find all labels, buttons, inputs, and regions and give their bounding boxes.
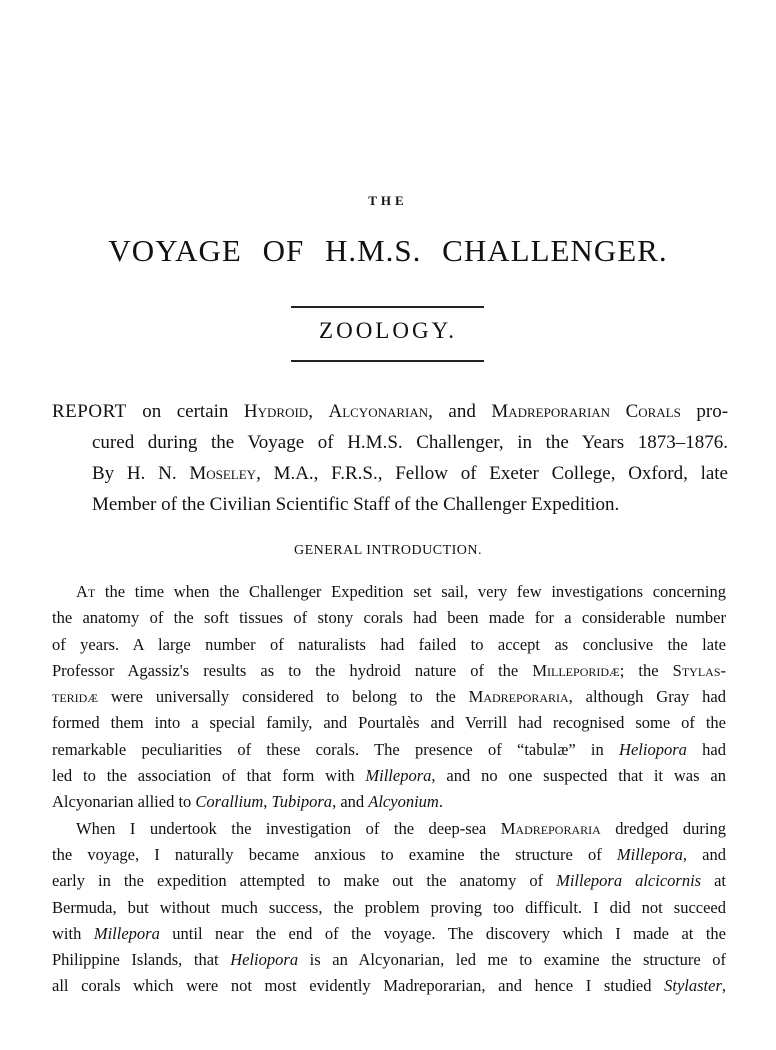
text-run: , xyxy=(263,792,272,812)
italic-term: Heliopora xyxy=(230,950,299,970)
small-caps-term: Madreporaria xyxy=(500,818,601,838)
small-caps-term: teridæ xyxy=(52,687,98,707)
text-line xyxy=(52,632,726,658)
text-run: were universally considered to belong to the xyxy=(98,687,469,707)
small-caps-term: Hydroid xyxy=(243,401,309,422)
italic-term: Millepora xyxy=(616,844,683,864)
italic-term: Millepora xyxy=(365,766,432,786)
small-caps-term: Moseley xyxy=(189,463,257,484)
text-line xyxy=(52,684,726,710)
text-run: Bermuda, but without much success, the problem proving too difficult. I did not succeed xyxy=(52,897,726,917)
text-run: , and xyxy=(332,792,369,812)
text-line xyxy=(52,947,726,973)
text-line xyxy=(52,868,726,894)
italic-term: Stylaster xyxy=(664,976,722,996)
text-run: the voyage, I naturally became anxious to examine the structure of xyxy=(52,844,617,864)
text-line xyxy=(52,895,726,921)
text-run: When I undertook the investigation of the deep-sea xyxy=(76,818,501,838)
text-run: Philippine Islands, that xyxy=(52,950,231,970)
text-run: dredged during xyxy=(600,818,726,838)
report-line xyxy=(52,489,728,520)
italic-term: Alcyonium xyxy=(368,792,439,812)
small-caps-term: Milleporidæ xyxy=(532,660,620,680)
divider-bottom xyxy=(291,360,484,362)
text-line xyxy=(52,658,726,684)
paragraph xyxy=(52,579,726,816)
report-line xyxy=(52,396,728,427)
section-heading: GENERAL INTRODUCTION. xyxy=(293,543,483,558)
text-run: ; the xyxy=(619,660,673,680)
italic-term: Heliopora xyxy=(619,739,687,759)
paragraph xyxy=(52,816,726,1000)
text-run: on certain xyxy=(126,401,244,422)
text-run: with xyxy=(52,923,94,943)
italic-term: Millepora xyxy=(93,923,160,943)
page-title: VOYAGE OF H.M.S. CHALLENGER. xyxy=(108,233,668,268)
divider-top xyxy=(291,306,484,308)
text-run: the anatomy of the soft tissues of stony corals had been made for a considerable number xyxy=(52,608,726,628)
text-run: at xyxy=(701,871,727,891)
text-run: Alcyonarian allied to xyxy=(52,792,196,812)
text-line xyxy=(52,579,726,605)
title-prefix: THE xyxy=(368,193,408,208)
small-caps-term: At xyxy=(76,582,96,601)
text-line xyxy=(52,710,726,736)
text-line xyxy=(52,789,726,815)
text-run: By H. N. xyxy=(92,463,190,484)
text-line xyxy=(52,737,726,763)
text-run: , and xyxy=(682,844,726,864)
text-run: is an Alcyonarian, led me to examine the structure of xyxy=(298,950,727,970)
text-run: cured during the Voyage of H.M.S. Challenger, in the Years 1873–1876. xyxy=(92,432,728,453)
text-run: , and no one suspected that it was an xyxy=(431,766,726,786)
text-run: , and xyxy=(428,401,492,422)
text-run: led to the association of that form with xyxy=(52,766,366,786)
report-line xyxy=(52,458,728,489)
text-run: all corals which were not most evidently Madreporarian, and hence I studied xyxy=(52,976,665,996)
subject-heading: ZOOLOGY. xyxy=(319,318,457,343)
text-run: , xyxy=(721,976,726,996)
text-run: REPORT xyxy=(52,401,127,422)
text-run: had xyxy=(686,739,726,759)
text-run: , M.A., F.R.S., Fellow of Exeter College, Oxford, late xyxy=(256,463,728,484)
text-line xyxy=(52,973,726,999)
italic-term: Corallium xyxy=(195,792,264,812)
text-line xyxy=(52,842,726,868)
small-caps-term: Alcyonarian xyxy=(328,401,429,422)
small-caps-term: Madreporaria xyxy=(468,687,569,707)
report-block xyxy=(52,396,728,520)
text-run: Professor Agassiz's results as to the hydroid nature of the xyxy=(52,660,533,680)
text-run: , although Gray had xyxy=(568,687,726,707)
text-line xyxy=(52,816,726,842)
small-caps-term: Madreporarian Corals xyxy=(491,401,681,422)
text-run: Member of the Civilian Scientific Staff of the Challenger Expedition. xyxy=(92,494,620,515)
text-run: remarkable peculiarities of these corals. The presence of “tabulæ” in xyxy=(52,739,620,759)
text-run: . xyxy=(438,792,443,812)
italic-term: Tubipora xyxy=(271,792,333,812)
text-line xyxy=(52,605,726,631)
text-run: pro- xyxy=(680,401,729,422)
text-run: formed them into a special family, and Pourtalès and Verrill had recognised some of the xyxy=(52,713,726,733)
italic-term: Millepora alcicornis xyxy=(556,871,702,891)
text-run: early in the expedition attempted to make out the anatomy of xyxy=(52,871,557,891)
text-run: , xyxy=(308,401,329,422)
text-run: the time when the Challenger Expedition set sail, very few investigations concerning xyxy=(95,582,726,601)
small-caps-term: Stylas- xyxy=(672,660,726,680)
text-run: until near the end of the voyage. The discovery which I made at the xyxy=(159,923,726,943)
text-line xyxy=(52,921,726,947)
report-line xyxy=(52,427,728,458)
text-line xyxy=(52,763,726,789)
text-run: of years. A large number of naturalists had failed to accept as conclusive the late xyxy=(52,634,726,654)
body-text xyxy=(52,579,726,1000)
